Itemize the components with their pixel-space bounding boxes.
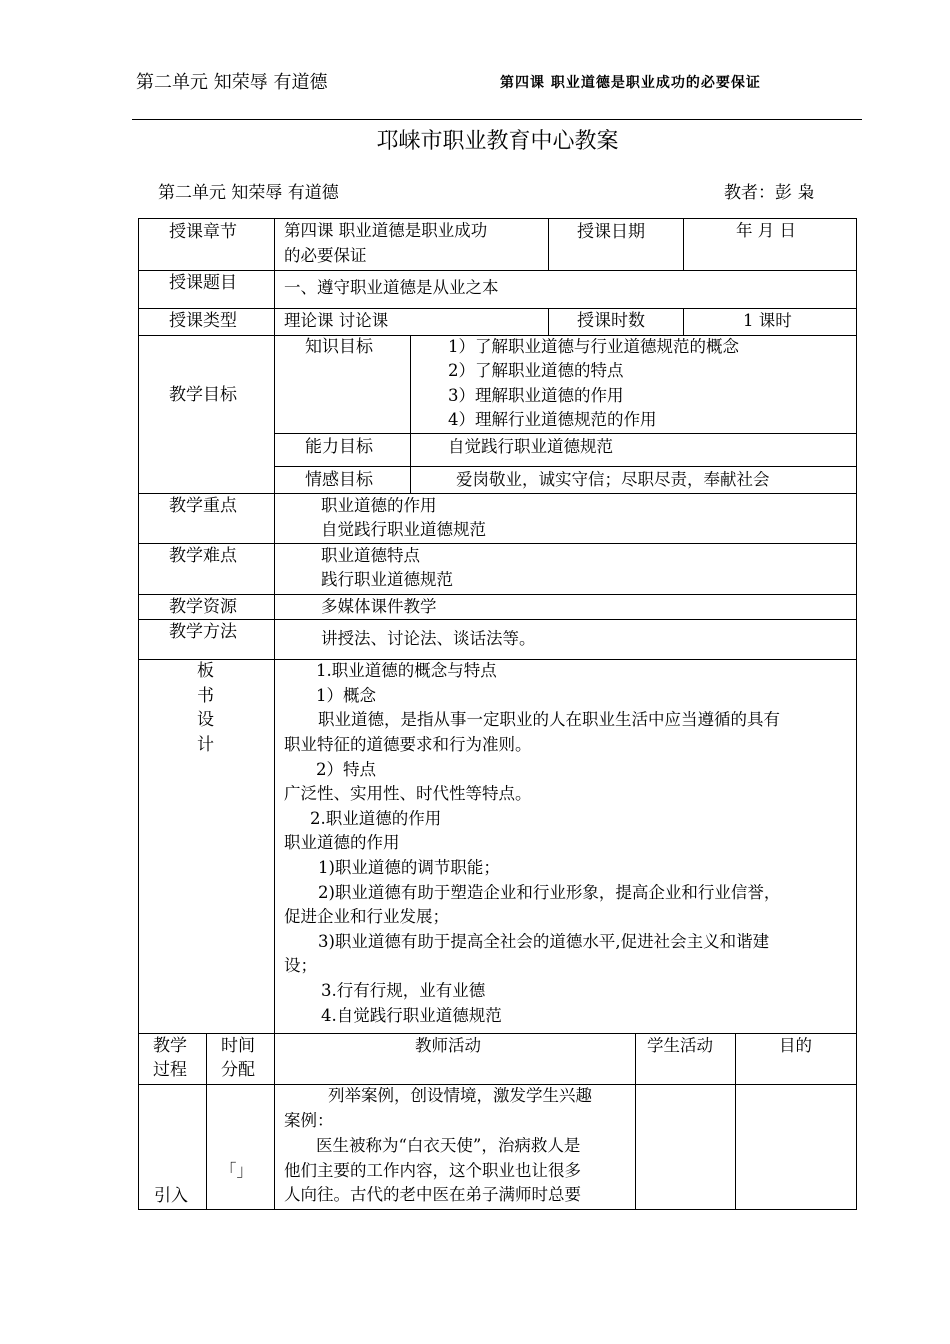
- method-label: 教学方法: [169, 622, 237, 642]
- row-line: [138, 619, 857, 620]
- type-label: 授课类型: [169, 311, 237, 331]
- unit-title: 第二单元 知荣辱 有道德: [158, 183, 339, 203]
- board-line: 3.行有行规，业有业德: [321, 981, 486, 1000]
- method-value: 讲授法、讨论法、谈话法等。: [321, 629, 536, 648]
- difficulty-label: 教学难点: [169, 546, 237, 566]
- board-label-char: 设: [197, 710, 214, 730]
- col-line: [206, 1033, 207, 1210]
- page-header-right: 第四课 职业道德是职业成功的必要保证: [500, 75, 761, 91]
- topic-label: 授课题目: [169, 273, 237, 293]
- difficulty-item: 职业道德特点: [321, 546, 420, 565]
- hours-label: 授课时数: [577, 311, 645, 331]
- row-line: [274, 466, 857, 467]
- board-line: 3)职业道德有助于提高全社会的道德水平,促进社会主义和谐建: [318, 932, 770, 951]
- emotion-goal-value: 爱岗敬业，诚实守信；尽职尽责，奉献社会: [456, 470, 770, 489]
- topic-value: 一、遵守职业道德是从业之本: [284, 278, 499, 297]
- chapter-label: 授课章节: [169, 222, 237, 242]
- board-line: 促进企业和行业发展；: [284, 907, 449, 926]
- board-label-char: 计: [197, 735, 214, 755]
- lesson-plan-table: [138, 218, 857, 1210]
- ability-goal-value: 自觉践行职业道德规范: [448, 437, 613, 456]
- col-line: [410, 335, 411, 493]
- difficulty-item: 践行职业道德规范: [321, 570, 453, 589]
- board-line: 设；: [284, 956, 317, 975]
- teacher-activity-header: 教师活动: [415, 1036, 481, 1055]
- date-value: 年 月 日: [736, 221, 796, 240]
- board-heading: 2.职业道德的作用: [310, 809, 442, 828]
- col-line: [274, 1033, 275, 1210]
- emotion-goal-label: 情感目标: [305, 470, 373, 490]
- board-line: 广泛性、实用性、时代性等特点。: [284, 784, 532, 803]
- teacher-name: 教者：彭 枭: [724, 183, 815, 203]
- col-line: [683, 218, 684, 270]
- board-line: 1）概念: [316, 686, 376, 705]
- col-line: [274, 218, 275, 1034]
- chapter-value-line2: 的必要保证: [284, 246, 367, 265]
- intro-time: 「」: [220, 1161, 253, 1180]
- time-header: 时间: [221, 1036, 255, 1056]
- intro-label: 引入: [154, 1186, 188, 1206]
- table-border-left: [138, 218, 139, 1210]
- row-line: [138, 659, 857, 660]
- ability-goal-label: 能力目标: [305, 437, 373, 457]
- hours-value: 1 课时: [743, 311, 792, 330]
- intro-line: 医生被称为“白衣天使”，治病救人是: [316, 1136, 581, 1155]
- board-line: 4.自觉践行职业道德规范: [321, 1006, 502, 1025]
- chapter-value-line1: 第四课 职业道德是职业成功: [284, 221, 488, 240]
- resource-value: 多媒体课件教学: [321, 597, 437, 616]
- key-points-label: 教学重点: [169, 496, 237, 516]
- intro-line: 人向往。古代的老中医在弟子满师时总要: [284, 1185, 581, 1204]
- knowledge-goal-item: 2）了解职业道德的特点: [448, 361, 624, 380]
- col-line: [683, 308, 684, 335]
- intro-line: 列举案例，创设情境，激发学生兴趣: [328, 1086, 592, 1105]
- board-line: 1)职业道德的调节职能；: [318, 858, 500, 877]
- board-line: 职业道德的作用: [284, 833, 400, 852]
- date-label: 授课日期: [577, 222, 645, 242]
- type-value: 理论课 讨论课: [284, 311, 389, 330]
- goals-label: 教学目标: [169, 385, 237, 405]
- process-header: 教学: [153, 1036, 187, 1056]
- key-point-item: 职业道德的作用: [321, 496, 437, 515]
- col-line: [635, 1033, 636, 1210]
- student-activity-header: 学生活动: [647, 1036, 713, 1055]
- key-point-item: 自觉践行职业道德规范: [321, 520, 486, 539]
- row-line: [138, 493, 857, 494]
- intro-line: 案例：: [284, 1111, 334, 1130]
- row-line: [138, 594, 857, 595]
- board-line: 2）特点: [316, 760, 376, 779]
- header-divider: [132, 119, 862, 120]
- col-line: [548, 218, 549, 270]
- knowledge-goal-item: 4）理解行业道德规范的作用: [448, 410, 657, 429]
- col-line: [548, 308, 549, 335]
- table-border-bottom: [138, 1209, 857, 1210]
- row-line: [274, 433, 857, 434]
- board-line: 职业特征的道德要求和行为准则。: [284, 735, 532, 754]
- document-title: 邛崃市职业教育中心教案: [376, 129, 619, 154]
- col-line: [735, 1033, 736, 1210]
- page-header-left: 第二单元 知荣辱 有道德: [136, 72, 328, 93]
- row-line: [138, 270, 857, 271]
- intro-line: 他们主要的工作内容，这个职业也让很多: [284, 1161, 581, 1180]
- knowledge-goal-item: 3）理解职业道德的作用: [448, 386, 624, 405]
- knowledge-goal-label: 知识目标: [305, 337, 373, 357]
- purpose-header: 目的: [779, 1036, 812, 1055]
- time-header: 分配: [221, 1060, 255, 1080]
- knowledge-goal-item: 1）了解职业道德与行业道德规范的概念: [448, 337, 739, 356]
- board-label-char: 书: [197, 686, 214, 706]
- row-line: [138, 543, 857, 544]
- process-header: 过程: [153, 1060, 187, 1080]
- board-line: 职业道德，是指从事一定职业的人在职业生活中应当遵循的具有: [318, 710, 780, 729]
- board-line: 2)职业道德有助于塑造企业和行业形象，提高企业和行业信誉，: [318, 883, 781, 902]
- table-border-right: [856, 218, 857, 1210]
- board-heading: 1.职业道德的概念与特点: [316, 661, 497, 680]
- resource-label: 教学资源: [169, 597, 237, 617]
- board-label-char: 板: [197, 661, 214, 681]
